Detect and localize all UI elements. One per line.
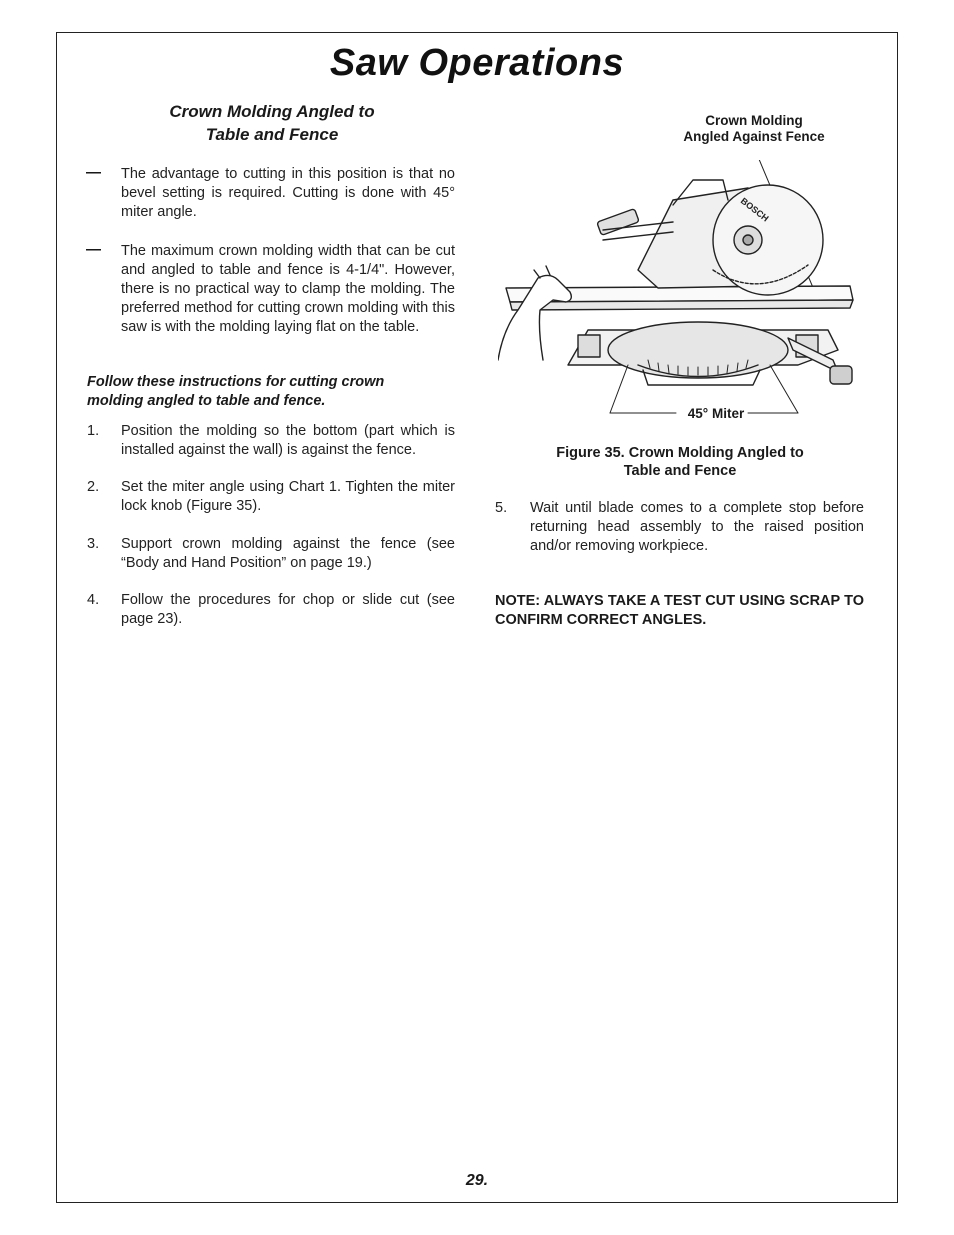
callout-label-line2: Angled Against Fence — [683, 129, 825, 144]
section-subheading-line2: Table and Fence — [205, 125, 339, 144]
figure-caption-line2: Table and Fence — [623, 463, 737, 479]
page-title: Saw Operations — [329, 42, 625, 84]
step-number: 1. — [87, 423, 100, 439]
callout-label-line1: Crown Molding — [705, 113, 803, 128]
section-subheading-line1: Crown Molding Angled to — [169, 102, 375, 121]
step-text: Set the miter angle using Chart 1. Tighten the miter lock knob (Figure 35). — [121, 479, 455, 514]
figure-caption-line1: Figure 35. Crown Molding Angled to — [556, 445, 804, 461]
miter-saw-illustration — [498, 160, 860, 422]
step-text: Support crown molding against the fence (see “Body and Hand Position” on page 19.) — [121, 536, 455, 571]
step-number: 3. — [87, 536, 100, 552]
bullet-text-max-width: The maximum crown molding width that can be cut and angled to table and fence is 4-1/4". However, there is no practical way to clamp the molding. The preferred method for cutting crown molding with this saw is with the molding laying flat on the table. — [121, 243, 455, 335]
instructions-heading: Follow these instructions for cutting crown molding angled to table and fence. — [87, 374, 385, 409]
step-number: 2. — [87, 479, 100, 495]
step-text: Follow the procedures for chop or slide cut (see page 23). — [121, 592, 455, 627]
safety-note: NOTE: ALWAYS TAKE A TEST CUT USING SCRAP TO CONFIRM CORRECT ANGLES. — [495, 593, 864, 628]
bullet-marker: — — [86, 241, 101, 258]
step-text: Wait until blade comes to a complete stop before returning head assembly to the raised position and/or removing workpiece. — [530, 500, 864, 554]
step-text: Position the molding so the bottom (part which is installed against the wall) is against the fence. — [121, 423, 455, 458]
brand-mark: BOSCH — [738, 195, 771, 224]
bullet-text-advantage: The advantage to cutting in this position is that no bevel setting is required. Cutting is done with 45° miter angle. — [121, 166, 455, 220]
step-number: 5. — [495, 500, 508, 516]
miter-callout-label: 45° Miter — [687, 406, 745, 421]
step-number: 4. — [87, 592, 100, 608]
page-number: 29. — [465, 1172, 489, 1189]
bullet-marker: — — [86, 164, 101, 181]
